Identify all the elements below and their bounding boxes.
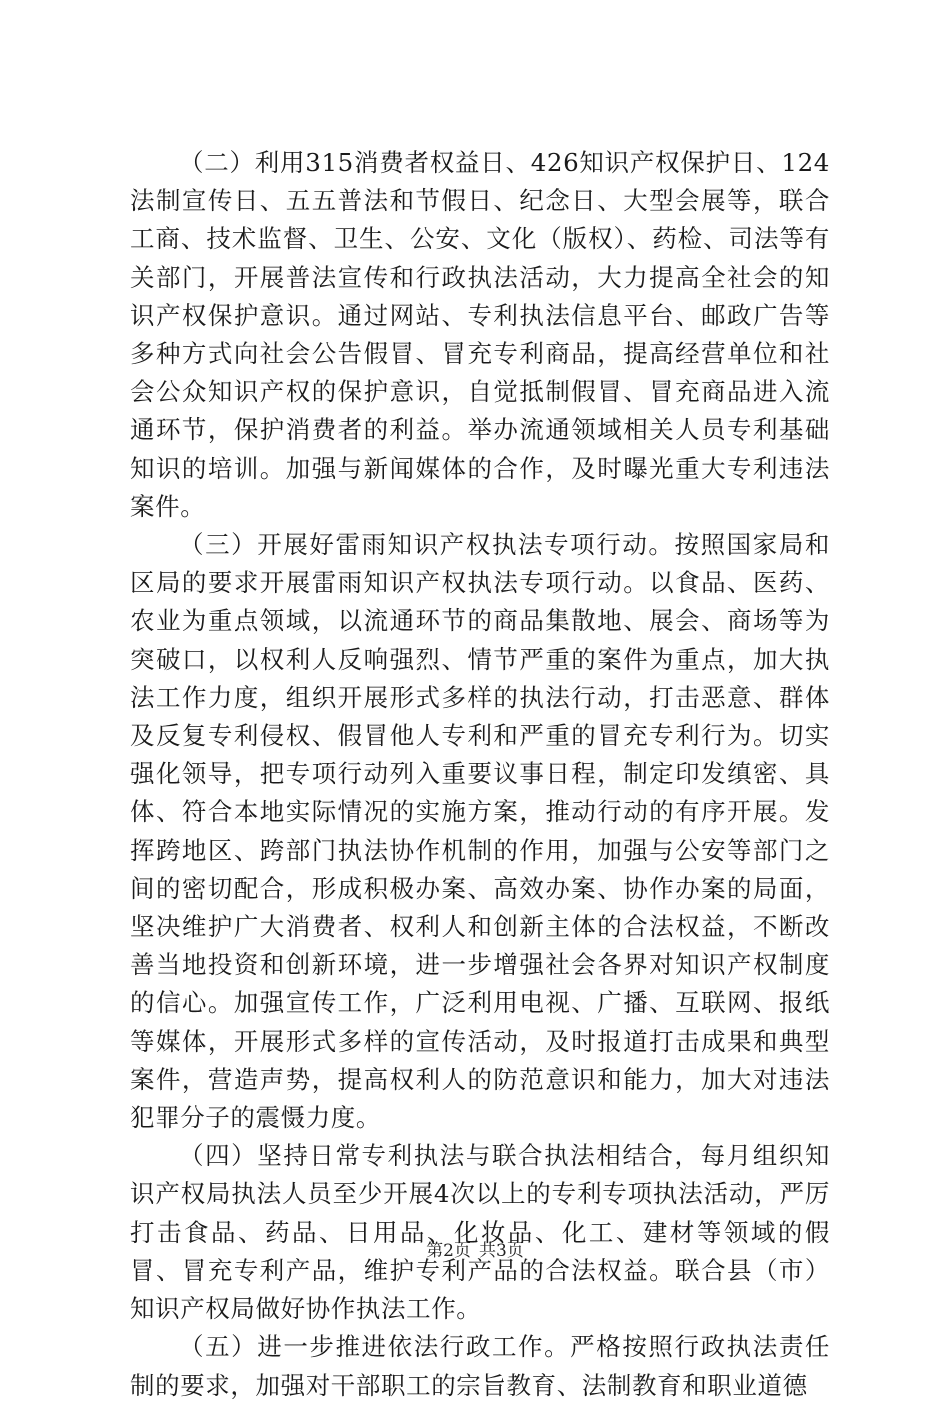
paragraph-4: （四）坚持日常专利执法与联合执法相结合，每月组织知识产权局执法人员至少开展4次以上的专利专项执法活动，严厉打击食品、药品、日用品、化妆品、化工、建材等领域的假冒、冒充专利产品，维护专利产品的合法权益。联合县（市）知识产权局做好协作执法工作。 [130, 1141, 830, 1324]
document-body [130, 144, 830, 1405]
paragraph-3: （三）开展好雷雨知识产权执法专项行动。按照国家局和区局的要求开展雷雨知识产权执法专项行动。以食品、医药、农业为重点领域，以流通环节的商品集散地、展会、商场等为突破口，以权利人反响强烈、情节严重的案件为重点，加大执法工作力度，组织开展形式多样的执法行动，打击恶意、群体及反复专利侵权、假冒他人专利和严重的冒充专利行为。切实强化领导，把专项行动列入重要议事日程，制定印发缜密、具体、符合本地实际情况的实施方案，推动行动的有序开展。发挥跨地区、跨部门执法协作机制的作用，加强与公安等部门之间的密切配合，形成积极办案、高效办案、协作办案的局面，坚决维护广大消费者、权利人和创新主体的合法权益，不断改善当地投资和创新环境，进一步增强社会各界对知识产权制度的信心。加强宣传工作，广泛利用电视、广播、互联网、报纸等媒体，开展形式多样的宣传活动，及时报道打击成果和典型案件，营造声势，提高权利人的防范意识和能力，加大对违法犯罪分子的震慑力度。 [130, 530, 830, 1133]
paragraph-2: （二）利用315消费者权益日、426知识产权保护日、124法制宣传日、五五普法和节假日、纪念日、大型会展等，联合工商、技术监督、卫生、公安、文化（版权）、药检、司法等有关部门，开展普法宣传和行政执法活动，大力提高全社会的知识产权保护意识。通过网站、专利执法信息平台、邮政广告等多种方式向社会公告假冒、冒充专利商品，提高经营单位和社会公众知识产权的保护意识，自觉抵制假冒、冒充商品进入流通环节，保护消费者的利益。举办流通领域相关人员专利基础知识的培训。加强与新闻媒体的合作，及时曝光重大专利违法案件。 [130, 148, 830, 521]
paragraph-5: （五）进一步推进依法行政工作。严格按照行政执法责任制的要求，加强对干部职工的宗旨教育、法制教育和职业道德 [130, 1332, 830, 1400]
page-number: 第2页 [426, 1241, 471, 1261]
page-footer [0, 1240, 950, 1262]
page-total: 共3页 [479, 1241, 524, 1261]
